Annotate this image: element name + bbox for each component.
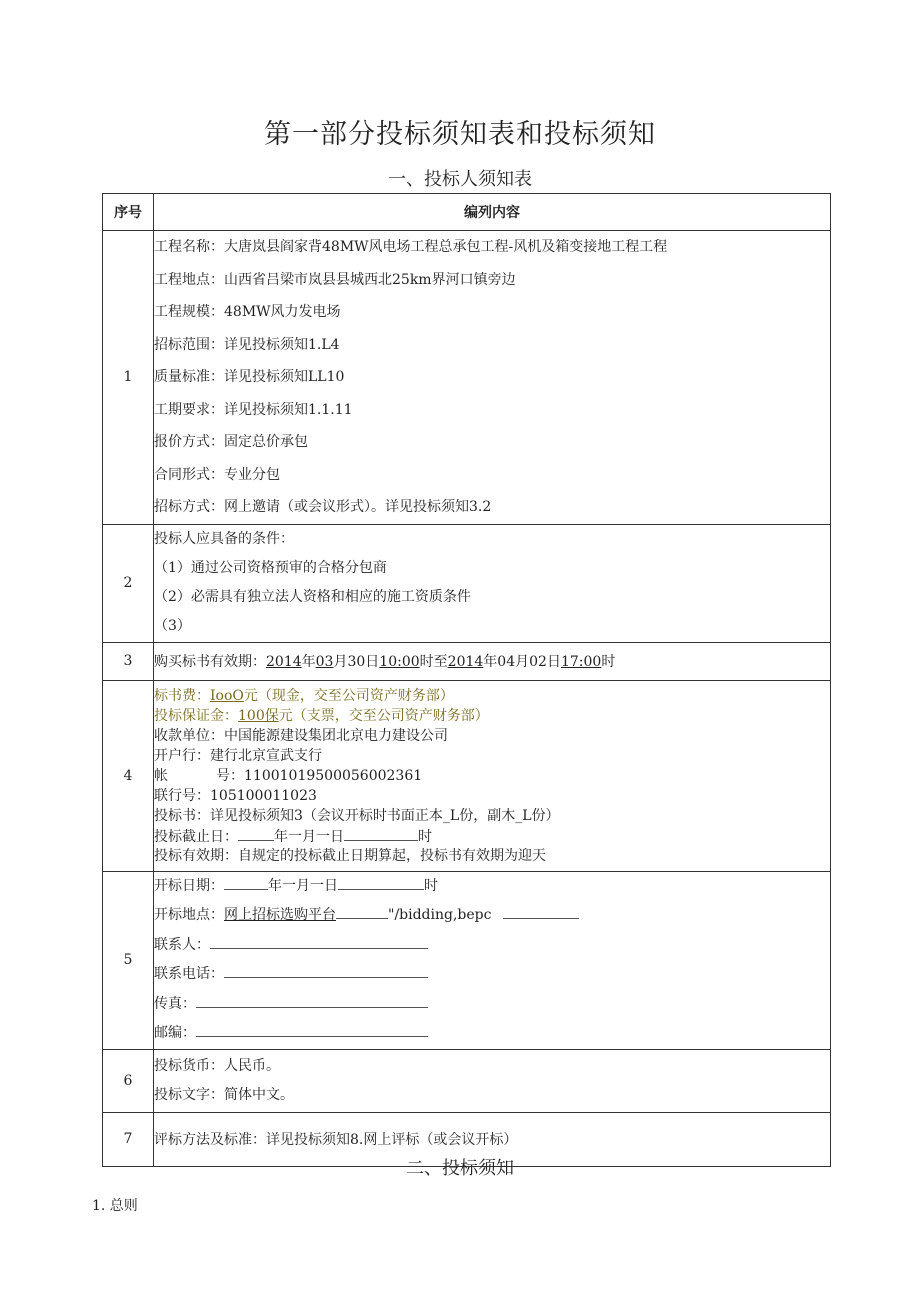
deposit-note: 元（支票，交至公司资产财务部） [278, 707, 489, 724]
bank: 开户行：建行北京宣武支行 [154, 747, 322, 764]
opening-place-url: "/bidding,bepc [388, 907, 492, 923]
row-content [154, 680, 831, 871]
union-number: 联行号：105100011023 [154, 787, 317, 804]
bidding-method: 招标方式：网上邀请（或会议形式）。详见投标须知3.2 [154, 499, 492, 515]
fax-label: 传真： [154, 995, 196, 1012]
row-number: 7 [103, 1112, 154, 1166]
text-year: 年 [483, 654, 498, 670]
section-heading: 二、投标须知 [406, 1158, 514, 1179]
contact-phone [154, 960, 830, 990]
postcode [154, 1019, 830, 1049]
account-number [154, 766, 830, 786]
blank-field [238, 826, 274, 841]
subsection-heading: 1. 总则 [92, 1198, 138, 1214]
table-header-row [103, 194, 831, 231]
table-title: 一、投标人须知表 [388, 169, 532, 190]
bid-scope: 招标范围：详见投标须知1.L4 [154, 336, 340, 353]
opening-place-value: 网上招标选购平台 [224, 907, 336, 923]
bid-deposit [154, 706, 830, 726]
table-row-6 [103, 1049, 831, 1112]
fee-value: IooO [210, 687, 244, 704]
table-row-4 [103, 680, 831, 871]
col-header-no: 序号 [103, 194, 154, 231]
row-number: 1 [103, 231, 154, 525]
blank-field [224, 875, 268, 890]
contact-person [154, 931, 830, 961]
account-value: 号：11001019500056002361 [216, 767, 423, 784]
purchase-validity [154, 651, 830, 671]
requirement-item: （3） [154, 618, 191, 634]
start-day: 30 [347, 654, 366, 670]
account-label: 帐 [154, 767, 168, 784]
requirement-item: （2）必需具有独立法人资格和相应的施工资质条件 [154, 589, 471, 605]
fax [154, 990, 830, 1020]
fee-label: 标书费： [154, 687, 210, 704]
start-year: 2014 [266, 654, 302, 670]
row-number: 3 [103, 642, 154, 680]
bid-deadline [154, 826, 830, 846]
row-number: 5 [103, 871, 154, 1049]
opening-place-label: 开标地点： [154, 907, 224, 923]
start-hour: 10:00 [379, 654, 420, 670]
text-month: 月 [515, 654, 530, 670]
purchase-validity-label: 购买标书有效期： [154, 654, 266, 670]
blank-field [336, 904, 388, 919]
table-row-1 [103, 231, 831, 525]
row-content [154, 524, 831, 642]
bid-currency: 投标货币：人民币。 [154, 1057, 280, 1074]
postcode-label: 邮编： [154, 1025, 196, 1041]
end-hour: 17:00 [560, 654, 602, 670]
bidder-notice-table [102, 193, 831, 1167]
project-name: 工程名称：大唐岚县阎家背48MW风电场工程总承包工程-风机及箱变接地工程工程 [154, 239, 668, 255]
fee-note: 元（现金，交至公司资产财务部） [243, 687, 454, 704]
opening-date [154, 872, 830, 902]
blank-field [224, 963, 428, 978]
text-day: 日 [546, 654, 561, 670]
blank-field [503, 904, 579, 919]
quotation-method: 报价方式：固定总价承包 [154, 434, 308, 450]
evaluation-method: 评标方法及标准：详见投标须知8.网上评标（或会议开标） [154, 1132, 518, 1148]
opening-place [154, 901, 830, 931]
document-title: 第一部分投标须知表和投标须知 [264, 119, 656, 150]
text-to: 时至 [419, 654, 448, 670]
bid-documents: 投标书：详见投标须知3（会议开标时书面正本_L份，副木_L份） [154, 807, 560, 824]
contract-form: 合同形式：专业分包 [154, 466, 280, 483]
start-month: 03 [315, 654, 334, 670]
contact-label: 联系人： [154, 936, 210, 953]
text-year: 年 [301, 654, 316, 670]
table-row-5 [103, 871, 831, 1049]
row-number: 6 [103, 1049, 154, 1112]
table-row-2 [103, 524, 831, 642]
deadline-date: 年一月一日 [274, 828, 344, 845]
project-location: 工程地点：山西省吕梁市岚县县城西北25km界河口镇旁边 [154, 271, 516, 288]
opening-hour: 时 [424, 877, 438, 894]
requirement-item: （1）通过公司资格预审的合格分包商 [154, 560, 387, 576]
deadline-label: 投标截止日： [154, 828, 238, 845]
blank-field [196, 1022, 428, 1037]
text-day: 日 [365, 654, 380, 670]
bid-validity: 投标有效期：自规定的投标截止日期算起，投标书有效期为迎天 [154, 847, 546, 864]
end-day: 02 [529, 654, 547, 670]
text-month: 月 [333, 654, 348, 670]
row-number: 2 [103, 524, 154, 642]
phone-label: 联系电话： [154, 966, 224, 982]
row-content [154, 1049, 831, 1112]
bid-doc-fee [154, 686, 830, 706]
opening-date-label: 开标日期： [154, 877, 224, 894]
row-number: 4 [103, 680, 154, 871]
deadline-hour: 时 [418, 828, 432, 845]
row-content [154, 871, 831, 1049]
schedule-requirement: 工期要求：详见投标须知1.1.11 [154, 401, 353, 418]
blank-field [210, 934, 428, 949]
table-row-3 [103, 642, 831, 680]
deposit-value: 100保 [238, 707, 279, 724]
row-content [154, 231, 831, 525]
col-header-content: 编列内容 [154, 194, 831, 231]
row-content [154, 642, 831, 680]
blank-field [344, 826, 418, 841]
deposit-label: 投标保证金： [154, 707, 238, 724]
requirements-heading: 投标人应具备的条件： [154, 531, 294, 547]
blank-field [338, 875, 424, 890]
bid-language: 投标文字：简体中文。 [154, 1086, 294, 1103]
payee: 收款单位：中国能源建设集团北京电力建设公司 [154, 727, 448, 744]
end-month: 04 [497, 654, 516, 670]
opening-date-value: 年一月一日 [268, 877, 338, 894]
end-year: 2014 [447, 654, 484, 670]
text-hour: 时 [601, 654, 616, 670]
blank-field [196, 993, 428, 1008]
project-scale: 工程规模：48MW风力发电场 [154, 304, 341, 320]
quality-standard: 质量标准：详见投标须知LL10 [154, 369, 345, 385]
